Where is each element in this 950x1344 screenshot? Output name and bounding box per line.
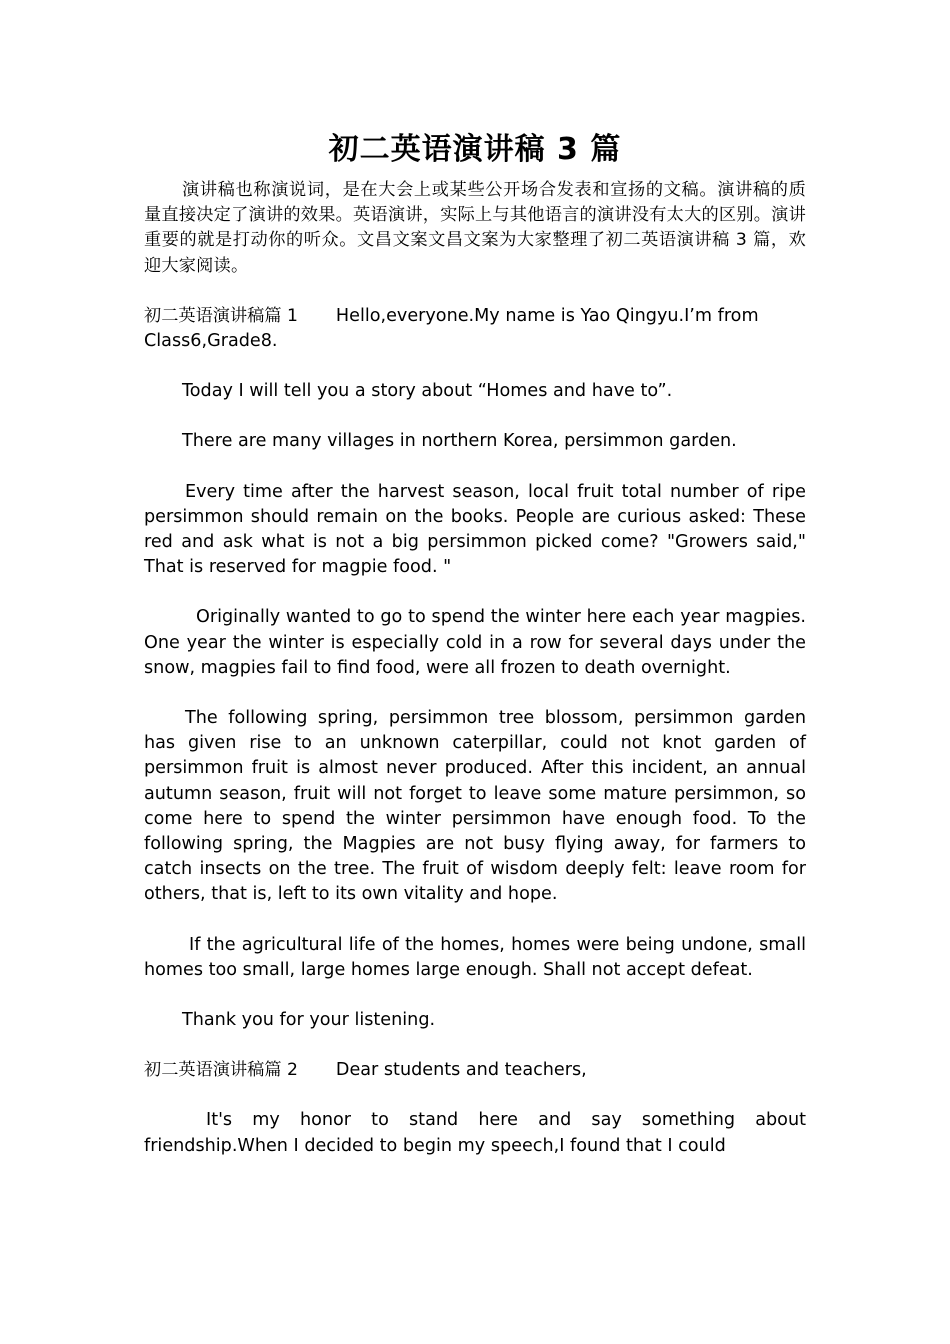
- speech1-paragraph: Originally wanted to go to spend the winter here each year magpies. One year the winter is especially cold in a row for several days under the snow, magpies fail to find food, were all frozen to death overnight.: [144, 607, 806, 678]
- speech1-paragraph: The following spring, persimmon tree blossom, persimmon garden has given rise to an unknown caterpillar, could not knot garden of persimmon fruit is almost never produced. After this incident, an annual autumn season, fruit will not forget to leave some mature persimmon, so come here to spend the winter persimmon have enough food. To the following spring, the Magpies are not busy flying away, for farmers to catch insects on the tree. The fruit of wisdom deeply felt: leave room for others, that is, left to its own vitality and hope.: [144, 708, 806, 905]
- paragraph-gap: [144, 908, 806, 933]
- paragraph-gap: [144, 983, 806, 1008]
- speech1-opening: Hello,everyone.My name is Yao Qingyu.I’m from Class6,Grade8.: [144, 305, 759, 352]
- paragraph-gap: [144, 681, 806, 706]
- paragraph-gap: [144, 455, 806, 480]
- speech1-paragraph: If the agricultural life of the homes, homes were being undone, small homes too small, large homes large enough. Shall not accept defeat.: [144, 934, 806, 980]
- speech2-label: 初二英语演讲稿篇 2: [144, 1060, 298, 1081]
- paragraph-gap: [144, 1083, 806, 1108]
- speech1-paragraph: There are many villages in northern Korea, persimmon garden.: [182, 431, 737, 452]
- document-title: 初二英语演讲稿 3 篇: [328, 132, 622, 167]
- paragraph-gap: [144, 354, 806, 379]
- speech1-label: 初二英语演讲稿篇 1: [144, 305, 298, 326]
- speech1-closing: Thank you for your listening.: [182, 1010, 436, 1031]
- document-page: [144, 128, 806, 1159]
- paragraph-gap: [144, 580, 806, 605]
- paragraph-gap: [144, 1033, 806, 1058]
- paragraph-gap: [144, 279, 806, 304]
- speech2-paragraph: It's my honor to stand here and say something about friendship.When I decided to begin my speech,I found that I could: [144, 1110, 806, 1156]
- paragraph-gap: [144, 404, 806, 429]
- intro-paragraph: 演讲稿也称演说词，是在大会上或某些公开场合发表和宣扬的文稿。演讲稿的质量直接决定了演讲的效果。英语演讲，实际上与其他语言的演讲没有太大的区别。演讲重要的就是打动你的听众。文昌文案文昌文案为大家整理了初二英语演讲稿 3 篇，欢迎大家阅读。: [144, 180, 806, 276]
- speech1-heading: [144, 304, 806, 354]
- speech1-paragraph: Every time after the harvest season, local fruit total number of ripe persimmon should remain on the books. People are curious asked: These red and ask what is not a big persimmon picked come? "Growers said," That is reserved for magpie food. ": [144, 481, 806, 578]
- speech2-heading: [144, 1058, 806, 1083]
- speech1-paragraph: Today I will tell you a story about “Homes and have to”.: [182, 381, 673, 402]
- speech2-opening: Dear students and teachers,: [335, 1060, 587, 1081]
